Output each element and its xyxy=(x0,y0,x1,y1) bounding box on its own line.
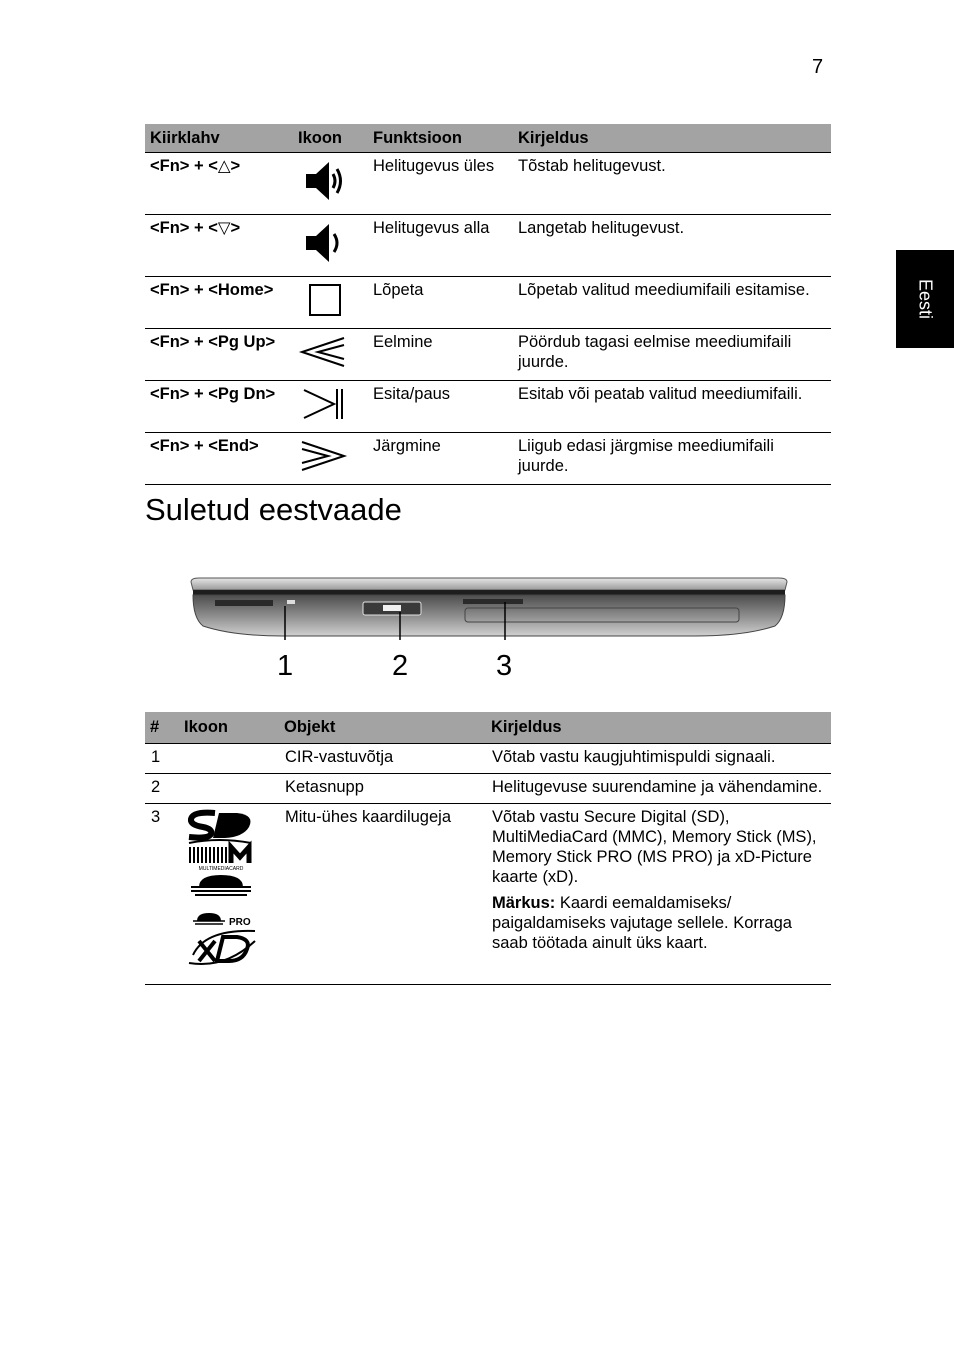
column-header: Objekt xyxy=(279,712,486,744)
function-description: Liigub edasi järgmise meediumifaili juurde. xyxy=(513,433,831,485)
note-text: Kaardi eemaldamiseks/ paigaldamiseks vajutage sellele. Korraga saab töötada ainult üks kaart. xyxy=(492,894,792,952)
page-number: 7 xyxy=(812,56,824,78)
item-description: Võtab vastu kaugjuhtimispuldi signaali. xyxy=(486,744,831,774)
function-name: Järgmine xyxy=(368,433,513,485)
function-name: Lõpeta xyxy=(368,277,513,329)
section-title: Suletud eestvaade xyxy=(145,492,402,527)
item-object: Mitu-ühes kaardilugeja xyxy=(279,804,486,985)
item-number: 1 xyxy=(145,744,179,774)
hotkeys-table xyxy=(145,124,831,485)
components-table xyxy=(145,712,831,985)
figure-callout-1: 1 xyxy=(277,650,294,682)
previous-icon xyxy=(298,335,348,369)
column-header: Ikoon xyxy=(293,124,368,153)
hotkey: <Fn> + <End> xyxy=(145,433,293,485)
card-format-logos-icon xyxy=(185,807,265,973)
table-row xyxy=(145,381,831,433)
item-number: 3 xyxy=(145,804,179,985)
table-row xyxy=(145,804,831,985)
table-row xyxy=(145,215,831,277)
table-row xyxy=(145,774,831,804)
figure-callout-3: 3 xyxy=(496,650,513,682)
table-header-row xyxy=(145,124,831,153)
stop-icon xyxy=(298,283,348,317)
language-tab-label: Eesti xyxy=(915,278,936,320)
table-row xyxy=(145,277,831,329)
table-row xyxy=(145,433,831,485)
function-description: Tõstab helitugevust. xyxy=(513,153,831,215)
mmc-logo-icon xyxy=(189,847,249,872)
column-header: Funktsioon xyxy=(368,124,513,153)
column-header: # xyxy=(145,712,179,744)
column-header: Kirjeldus xyxy=(486,712,831,744)
item-description: Võtab vastu Secure Digital (SD), MultiMediaCard (MMC), Memory Stick (MS), Memory Stick PRO (MS PRO) ja xD-Picture kaarte (xD). xyxy=(492,808,817,886)
svg-text:MULTIMEDIACARD: MULTIMEDIACARD xyxy=(198,866,244,872)
item-object: CIR-vastuvõtja xyxy=(279,744,486,774)
column-header: Kiirklahv xyxy=(145,124,293,153)
note-label: Märkus: xyxy=(492,894,556,912)
column-header: Kirjeldus xyxy=(513,124,831,153)
function-name: Helitugevus alla xyxy=(368,215,513,277)
item-number: 2 xyxy=(145,774,179,804)
volume-up-icon xyxy=(298,159,348,203)
function-description: Esitab või peatab valitud meediumifaili. xyxy=(513,381,831,433)
hotkey: <Fn> + <Home> xyxy=(145,277,293,329)
hotkey: <Fn> + <▽> xyxy=(145,215,293,277)
hotkey: <Fn> + <Pg Dn> xyxy=(145,381,293,433)
hotkey: <Fn> + <Pg Up> xyxy=(145,329,293,381)
memory-stick-logo-icon xyxy=(191,875,251,895)
function-name: Eelmine xyxy=(368,329,513,381)
function-description: Pöördub tagasi eelmise meediumifaili juurde. xyxy=(513,329,831,381)
column-header: Ikoon xyxy=(179,712,279,744)
item-description: Helitugevuse suurendamine ja vähendamine. xyxy=(486,774,831,804)
table-row xyxy=(145,329,831,381)
language-tab xyxy=(896,250,954,348)
figure-callout-2: 2 xyxy=(392,650,409,682)
table-row xyxy=(145,744,831,774)
svg-text:PRO: PRO xyxy=(229,917,251,928)
item-note xyxy=(492,893,825,953)
item-object: Ketasnupp xyxy=(279,774,486,804)
function-name: Esita/paus xyxy=(368,381,513,433)
function-name: Helitugevus üles xyxy=(368,153,513,215)
function-description: Lõpetab valitud meediumifaili esitamise. xyxy=(513,277,831,329)
table-header-row xyxy=(145,712,831,744)
xd-logo-icon xyxy=(189,931,255,964)
hotkey: <Fn> + <△> xyxy=(145,153,293,215)
sd-logo-icon xyxy=(189,813,251,843)
function-description: Langetab helitugevust. xyxy=(513,215,831,277)
table-row xyxy=(145,153,831,215)
play-pause-icon xyxy=(298,387,348,421)
volume-down-icon xyxy=(298,221,348,265)
next-icon xyxy=(298,439,348,473)
memory-stick-pro-logo-icon xyxy=(193,913,251,928)
